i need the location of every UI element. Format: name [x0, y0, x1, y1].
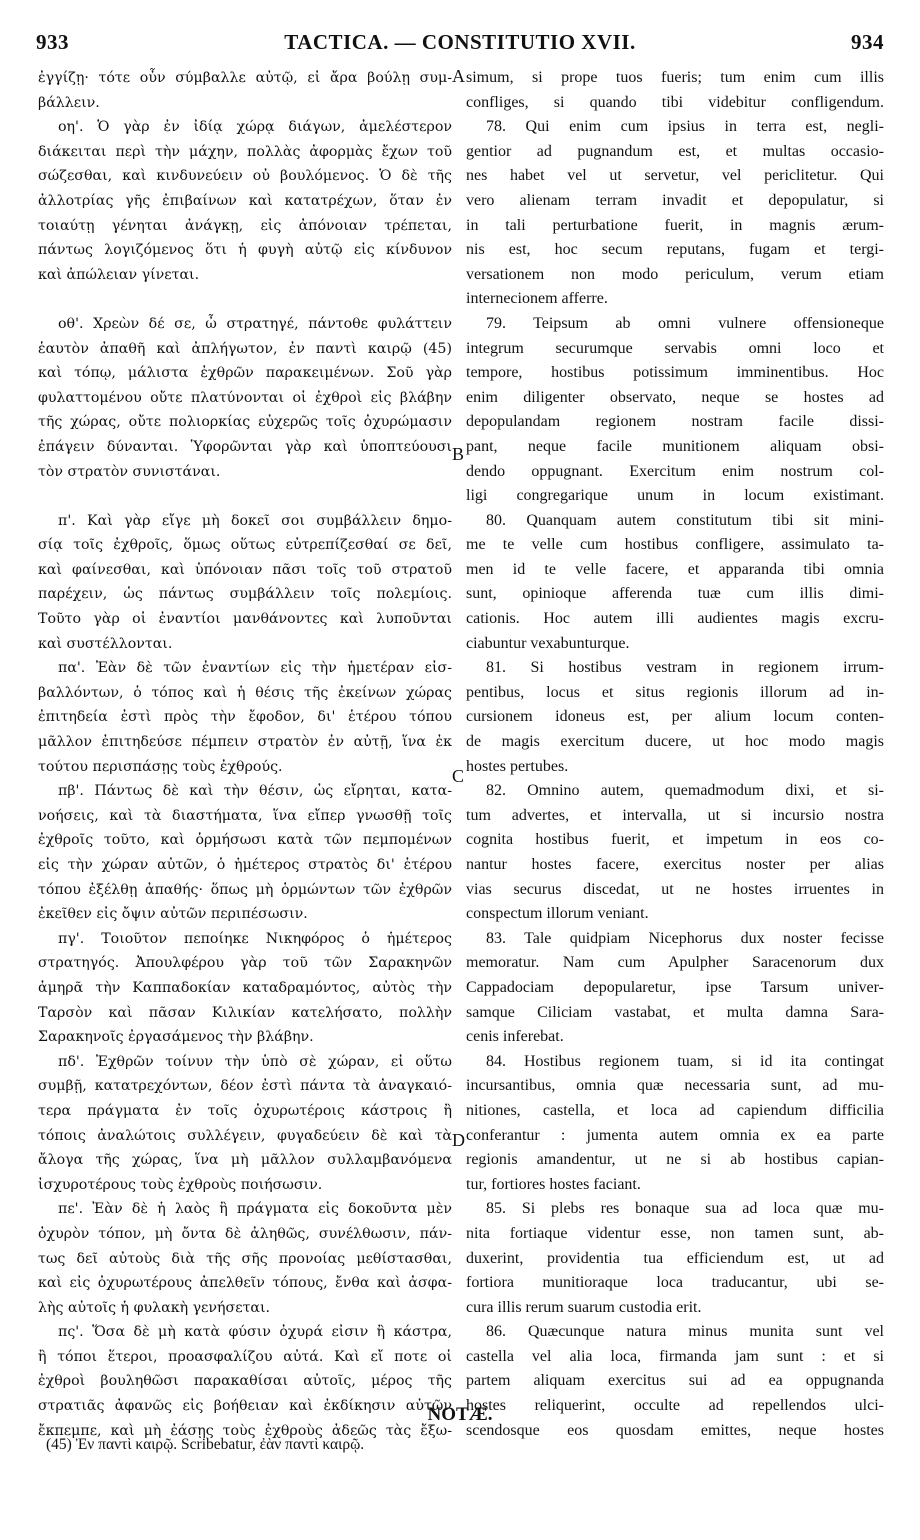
greek-line: πδ'. Ἐχθρῶν τοίνυν τὴν ὑπὸ σὲ χώραν, εἰ οὕτω: [58, 1053, 452, 1070]
latin-line: 84. Hostibus regionem tuam, si id ita contingat: [486, 1052, 884, 1070]
greek-line: ἐχθροῖς τοῦτο, καὶ ὁρμήσωσι κατὰ τῶν πεμπομένων: [38, 832, 452, 849]
latin-line: regionis amandentur, ut ne si ab hostibus capian-: [466, 1151, 884, 1169]
latin-line: duxerint, providentia tua efficiendum est, ut ad: [466, 1249, 884, 1267]
greek-line: τόπου ἐξέλθῃ ἀπαθής· ὅπως μὴ ὁρμώντων τῶν ἐχθρῶν: [38, 881, 452, 898]
footnote-45: (45) Ἐν παντὶ καιρῷ. Scribebatur, ἐὰν παντὶ καιρῷ.: [46, 1436, 365, 1453]
greek-line: ἢ τόποι ἕτεροι, προασφαλίζου αὐτά. Καὶ εἴ ποτε οἱ: [38, 1348, 452, 1365]
margin-marker-c: C: [452, 766, 465, 786]
greek-line: ἑαυτὸν ἀπαθῆ καὶ ἀπλήγωτον, ἐν παντὶ καιρῷ (45): [38, 340, 452, 357]
greek-line: συμβῇ, κατατρεχόντων, δέον ἐστὶ πάντα τὰ ἀναγκαιό-: [38, 1078, 452, 1095]
greek-line: πβ'. Πάντως δὲ καὶ τὴν θέσιν, ὡς εἴρηται, κατα-: [58, 783, 452, 800]
greek-line: καὶ ἀπώλειαν γίνεται.: [38, 266, 200, 283]
latin-line: castella vel alia loca, firmanda jam sunt : et si: [466, 1347, 884, 1365]
greek-line: ἔκπεμπε, καὶ μὴ ἐάσῃς τοὺς ἐχθροὺς ἀδεῶς τὰς ἔξω-: [38, 1422, 452, 1439]
greek-line: στρατιᾶς ἀφανῶς εἰς βοήθειαν καὶ ἐκδίκησιν αὐτῶν: [38, 1398, 452, 1415]
latin-line: tum advertes, et intervalla, ut si incursio nostra: [466, 806, 884, 824]
latin-line: depopulandam regionem nostram facile dissi-: [466, 413, 884, 431]
latin-line: vias securus discedat, ut ne hostes irruentes in: [466, 880, 884, 898]
latin-line: nita fortiaque videntur esse, non tamen sunt, ab-: [466, 1224, 884, 1242]
page-number-left: 933: [36, 30, 69, 54]
latin-line: samque Ciliciam vastabat, et multa damna Sara-: [466, 1003, 884, 1021]
greek-line: στρατηγός. Ἀπουλφέρου γὰρ τοῦ τῶν Σαρακηνῶν: [38, 955, 452, 972]
latin-line: confliges, si quando tibi videbitur confligendum.: [466, 93, 884, 111]
greek-line: Σαρακηνοῖς ἐργασάμενος τὴν βλάβην.: [38, 1029, 314, 1046]
greek-line: ἐχθροὶ βουληθῶσι παρακαθίσαι αὐτοῖς, μέρος τῆς: [38, 1373, 452, 1390]
latin-line: conspectum illorum veniant.: [466, 905, 649, 923]
margin-marker-d: D: [452, 1130, 465, 1150]
latin-line: nes habet vel ut servetur, vel periclitetur. Qui: [466, 167, 884, 185]
latin-line: nantur hostes facere, exercitus noster per alias: [466, 856, 884, 873]
latin-line: incursantibus, omnia quæ necessaria sunt, ad mu-: [466, 1077, 884, 1095]
latin-line: memoratur. Nam cum Apulpher Saracenorum dux: [466, 954, 884, 972]
greek-line: τερα πράγματα ἐν τοῖς ὀχυρωτέροις κάστροις ἢ: [38, 1102, 452, 1119]
latin-line: nitiones, castella, et loca ad capiendum difficilia: [466, 1101, 884, 1119]
latin-line: cenis inferebat.: [466, 1028, 564, 1046]
latin-line: men id te velle facere, et apparanda tibi omnia: [466, 560, 884, 578]
greek-line: τως δεῖ αὐτοὺς διὰ τῆς σῆς προνοίας μεθίστασθαι,: [38, 1250, 452, 1267]
greek-line: ἄλογα τῆς χώρας, ἵνα μὴ μᾶλλον συλλαμβανόμενα: [38, 1152, 452, 1169]
greek-line: παρέχειν, ὡς πάντως συμβάλλειν τοῖς πολεμίοις.: [38, 586, 452, 603]
latin-line: sunt, opinioque afferenda tuæ cum illis dimi-: [466, 585, 884, 603]
latin-line: pentibus, locus et situs regionis illorum ad in-: [466, 683, 884, 701]
latin-line: scendosque eos quosdam emittes, neque hostes: [466, 1421, 884, 1439]
greek-line: ἐγγίζῃ· τότε οὖν σύμβαλλε αὐτῷ, εἰ ἄρα βούλῃ συμ-: [38, 70, 452, 86]
margin-marker-a: A: [452, 66, 465, 86]
page-header: [36, 30, 884, 62]
latin-line: 82. Omnino autem, quemadmodum dixi, et si-: [486, 782, 884, 800]
page-number-right: 934: [851, 30, 884, 54]
greek-line: οθ'. Χρεὼν δέ σε, ὦ στρατηγέ, πάντοθε φυλάττειν: [58, 315, 452, 332]
notes-heading: NOTÆ.: [427, 1404, 493, 1425]
greek-line: καὶ συστέλλονται.: [38, 635, 173, 652]
greek-line: ἐπάγειν δύνανται. Ὑφορῶνται γὰρ καὶ ὑποπτεύουσι: [38, 438, 452, 455]
greek-line: καὶ φαίνεσθαι, καὶ ὑπόνοιαν πᾶσι τοῖς τοῦ στρατοῦ: [38, 561, 452, 578]
latin-line: cognita hostibus fuerit, et impetum in eos co-: [466, 831, 884, 849]
greek-line: ἀμηρᾶ τὴν Καππαδοκίαν καταδραμόντος, αὐτὸς τὴν: [38, 979, 452, 996]
greek-line: καὶ εἰς ὀχυρωτέρους ἀπελθεῖν τόπους, ἔνθα καὶ ἀσφα-: [38, 1275, 452, 1292]
latin-line: vero alienam terram invadit et depopulatur, si: [466, 191, 884, 209]
greek-line: π'. Καὶ γὰρ εἴγε μὴ δοκεῖ σοι συμβάλλειν δημο-: [58, 512, 452, 529]
greek-line: διάκειται περὶ τὴν μάχην, πολλὰς ἀφορμὰς ἔχων τοῦ: [38, 143, 452, 160]
greek-line: Ταρσὸν καὶ πᾶσαν Κιλικίαν κατελήσατο, πολλὴν: [38, 1004, 452, 1021]
latin-column: [466, 66, 884, 1443]
latin-line: in tali perturbatione fuerit, in magnis ærum-: [466, 216, 884, 234]
greek-line: [38, 484, 452, 509]
latin-line: tempore, hostibus potissimum imminentibus. Hoc: [466, 364, 884, 382]
margin-marker-b: B: [452, 444, 465, 464]
greek-line: ἐπιτηδεία ἐστὶ πρὸς τὴν ἔφοδον, δι' ἑτέρου τόπου: [38, 709, 452, 726]
latin-line: 79. Teipsum ab omni vulnere offensioneque: [486, 314, 884, 332]
latin-line: 78. Qui enim cum ipsius in terra est, negli-: [486, 118, 884, 136]
latin-line: ligi congregarique unum in locum existimant.: [466, 487, 884, 505]
greek-line: νοήσεις, καὶ τὰ διαστήματα, ἵνα εἴπερ γνωσθῇ τοῖς: [38, 807, 452, 824]
greek-line: τοιαύτῃ γένηται ἀνάγκῃ, εἰς ἀπόνοιαν τρέπεται,: [38, 217, 452, 234]
greek-line: σώζεσθαι, καὶ κινδυνεύειν οὐ βουλόμενος. Ὁ δὲ τῆς: [38, 168, 452, 185]
greek-line: ἐκεῖθεν εἰς ὄψιν αὐτῶν περιπέσωσιν.: [38, 906, 308, 923]
latin-line: 86. Quæcunque natura minus munita sunt vel: [486, 1323, 884, 1341]
greek-column: [38, 66, 452, 1443]
greek-line: λὴς αὐτοῖς ἡ φυλακὴ γενήσεται.: [38, 1299, 271, 1316]
latin-line: cursionem idoneus est, per alium locum conten-: [466, 708, 884, 726]
greek-line: οη'. Ὁ γὰρ ἐν ἰδίᾳ χώρᾳ διάγων, ἀμελέστερον: [58, 119, 452, 136]
latin-line: Cappadociam depopularetur, ipse Tarsum univer-: [466, 978, 884, 996]
running-title: TACTICA. — CONSTITUTIO XVII.: [284, 30, 636, 54]
greek-line: πς'. Ὅσα δὲ μὴ κατὰ φύσιν ὀχυρά εἰσιν ἢ κάστρα,: [58, 1324, 452, 1341]
greek-line: βαλλόντων, ὁ τόπος καὶ ἡ θέσις τῆς ἐκείνων χώρας: [38, 684, 452, 701]
latin-line: de magis exercitum ducere, ut hoc modo magis: [466, 733, 884, 751]
latin-line: 80. Quanquam autem constitutum tibi sit mini-: [486, 511, 884, 529]
greek-line: ἰσχυροτέρους τοὺς ἐχθροὺς ποιήσωσιν.: [38, 1176, 323, 1193]
greek-line: Τοῦτο γὰρ οἱ ἐναντίοι μανθάνοντες καὶ λυποῦνται: [38, 611, 452, 628]
latin-line: internecionem afferre.: [466, 290, 608, 308]
greek-line: βάλλειν.: [38, 94, 100, 111]
latin-line: conferantur : jumenta autem omnia ex ea parte: [466, 1126, 884, 1144]
greek-line: τόποις ἀναλώτοις συλλέγειν, φυγαδεύειν δὲ καὶ τὰ: [38, 1127, 452, 1144]
latin-line: hostes reliquerint, occulte ad repellendos ulci-: [466, 1397, 884, 1415]
greek-line: πε'. Ἐὰν δὲ ἡ λαὸς ἢ πράγματα εἰς δοκοῦντα μὲν: [58, 1201, 452, 1218]
latin-line: ciabuntur vexabunturque.: [466, 634, 630, 652]
greek-line: τούτου περισπάσῃς τοὺς ἐχθρούς.: [38, 758, 283, 775]
greek-line: καὶ τόπῳ, μάλιστα ἐχθρῶν παρακειμένων. Σοῦ γὰρ: [38, 365, 452, 382]
latin-line: me te velle cum hostibus confligere, assimulato ta-: [466, 536, 884, 554]
greek-line: πάντως λογιζόμενος ὅτι ἡ φυγὴ αὐτῷ εἰς κίνδυνον: [38, 242, 452, 259]
latin-line: simum, si prope tuos fueris; tum enim cum illis: [466, 69, 884, 86]
greek-line: πγ'. Τοιοῦτον πεποίηκε Νικηφόρος ὁ ἡμέτερος: [58, 930, 452, 947]
latin-line: 85. Si plebs res bonaque sua ad loca quæ mu-: [486, 1200, 884, 1218]
latin-line: 83. Tale quidpiam Nicephorus dux noster fecisse: [486, 929, 884, 947]
greek-line: ὀχυρὸν τόπον, μὴ ὄντα δὲ ἀληθῶς, συνέλθωσιν, πάν-: [38, 1225, 452, 1242]
latin-line: hostes pertubes.: [466, 757, 569, 775]
latin-line: cationis. Hoc autem illi audientes magis excru-: [466, 610, 884, 628]
latin-line: nis est, hoc secum reputans, fugam et tergi-: [466, 241, 884, 259]
greek-line: εἰς τὴν χώραν αὐτῶν, ὁ ἡμέτερος στρατὸς δι' ἑτέρου: [38, 857, 452, 873]
latin-line: pant, neque facile munitionem aliquam obsi-: [466, 437, 884, 455]
latin-line: partem aliquam exercitus sui ad ea oppugnanda: [466, 1372, 884, 1390]
latin-line: cura illis rerum suarum custodia erit.: [466, 1298, 702, 1316]
greek-line: πα'. Ἐὰν δὲ τῶν ἐναντίων εἰς τὴν ἡμετέραν εἰσ-: [58, 660, 452, 677]
latin-line: 81. Si hostibus vestram in regionem irrum-: [486, 659, 884, 677]
greek-line: σίᾳ τοῖς ἐχθροῖς, ὅμως οὕτως εὐτρεπίζεσθαί σε δεῖ,: [38, 537, 452, 554]
greek-line: μᾶλλον ἐπιτηδεύσε πέμπειν στρατὸν ἐν αὐτῇ, ἵνα ἐκ: [38, 734, 452, 751]
latin-line: enim diligenter observato, neque se hostes ad: [466, 388, 884, 406]
latin-line: tur, fortiores hostes faciant.: [466, 1175, 641, 1193]
greek-line: φυλαττομένου οὔτε πλατύνονται οἱ ἐχθροὶ εἰς βλάβην: [38, 389, 452, 406]
greek-line: τῆς χώρας, οὔτε πολιορκίας εὐχερῶς τοῖς ὀχυρώμασιν: [38, 414, 452, 431]
greek-line: τὸν στρατὸν συνιστάναι.: [38, 463, 221, 480]
latin-line: gentior ad pugnandum est, et multas occasio-: [466, 142, 884, 160]
latin-line: dendo oppugnant. Exercitum enim nostrum col-: [466, 462, 884, 480]
latin-line: integrum securumque servabis omni loco et: [466, 339, 884, 357]
greek-line: ἀλλοτρίας γῆς ἐπιβαίνων καὶ κατατρέχων, ὅταν ἐν: [38, 192, 452, 209]
greek-line: [38, 287, 452, 312]
latin-line: versationem non modo periculum, verum etiam: [466, 265, 884, 283]
latin-line: fortiora munitioraque loca traducantur, ubi se-: [466, 1274, 884, 1292]
